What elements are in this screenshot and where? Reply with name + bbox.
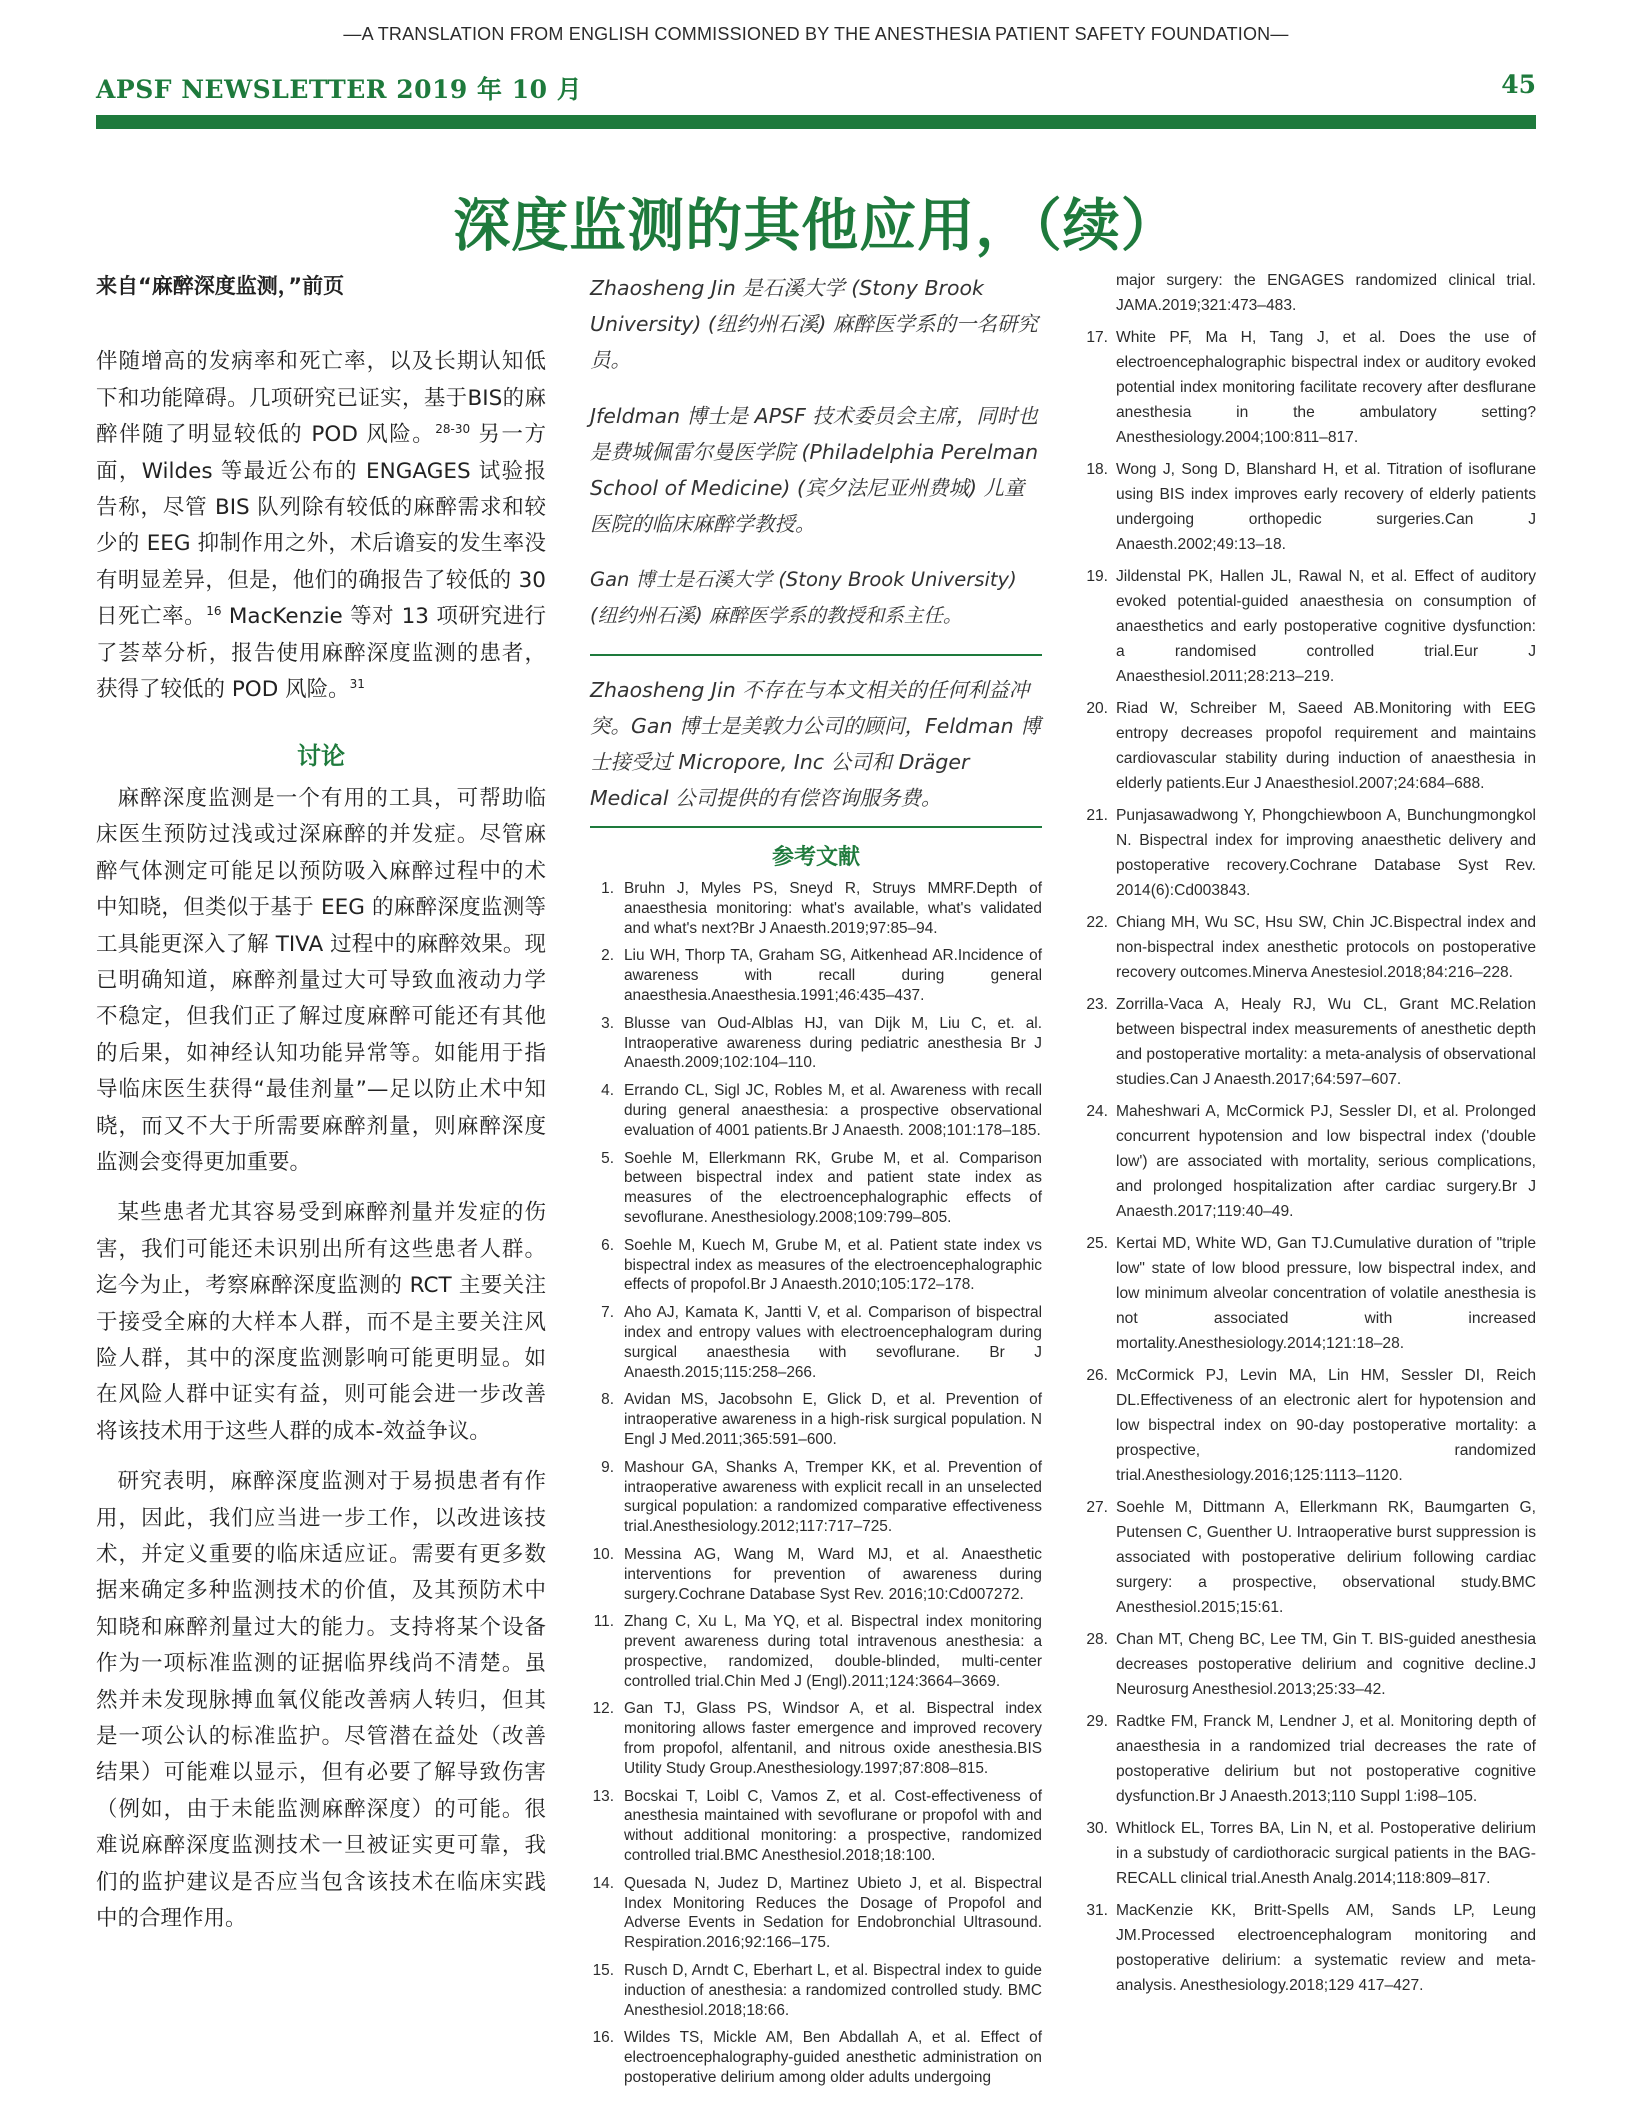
reference-text: Kertai MD, White WD, Gan TJ.Cumulative duration of "triple low" state of low blood pressure, low bispectral index, and low minimum alveolar concentration of volatile anesthesia is not associated with increased mortality.Anesthesiology.2014;121:18–28. bbox=[1116, 1235, 1536, 1352]
reference-text: Radtke FM, Franck M, Lendner J, et al. Monitoring depth of anaesthesia in a randomized trial decreases the rate of postoperative delirium but not postoperative cognitive dysfunction.Br J Anaesth.2013;110 Suppl 1:i98–105. bbox=[1116, 1713, 1536, 1805]
paragraph-3: 某些患者尤其容易受到麻醉剂量并发症的伤害，我们可能还未识别出所有这些患者人群。迄今为止，考察麻醉深度监测的 RCT 主要关注于接受全麻的大样本人群，而不是主要关注风险人群，其中的深度监测影响可能更明显。如在风险人群中证实有益，则可能会进一步改善将该技术用于这些人群的成本-效益争议。 bbox=[96, 1200, 546, 1444]
reference-item bbox=[590, 879, 1042, 938]
reference-number: 28. bbox=[1086, 1631, 1108, 1648]
reference-item bbox=[590, 1458, 1042, 1537]
reference-number: 22. bbox=[1086, 914, 1108, 931]
reference-16-continued bbox=[1080, 268, 1536, 318]
reference-item bbox=[1080, 992, 1536, 1092]
author-bio-jin: Zhaosheng Jin 是石溪大学 (Stony Brook University) (纽约州石溪) 麻醉医学系的一名研究员。 bbox=[590, 276, 1038, 372]
reference-item bbox=[590, 1014, 1042, 1073]
reference-number: 19. bbox=[1086, 568, 1108, 585]
reference-item bbox=[590, 1545, 1042, 1604]
reference-number: 17. bbox=[1086, 329, 1108, 346]
reference-text: Riad W, Schreiber M, Saeed AB.Monitoring with EEG entropy decreases propofol requirement and maintains cardiovascular stability during induction of anaesthesia in elderly patients.Eur J Anaesthesiol.2007;24:684–688. bbox=[1116, 700, 1536, 792]
reference-number: 15. bbox=[592, 1962, 614, 1980]
reference-number: 5. bbox=[601, 1149, 614, 1167]
reference-text: Soehle M, Dittmann A, Ellerkmann RK, Baumgarten G, Putensen C, Guenther U. Intraoperative burst suppression is associated with postoperative delirium following cardiac surgery: a prospective, observational study.BMC Anesthesiol.2015;15:61. bbox=[1116, 1499, 1536, 1616]
reference-text: Soehle M, Ellerkmann RK, Grube M, et al. Comparison between bispectral index and patient state index as measures of the electroencephalographic effects of sevoflurane. Anesthesiology.2008;109:799–805. bbox=[624, 1149, 1042, 1226]
page-number: 45 bbox=[1501, 70, 1536, 99]
reference-item bbox=[1080, 1898, 1536, 1998]
reference-text: MacKenzie KK, Britt-Spells AM, Sands LP, Leung JM.Processed electroencephalogram monitoring and postoperative delirium: a systematic review and meta-analysis. Anesthesiology.2018;129 417–427. bbox=[1116, 1902, 1536, 1994]
reference-number: 21. bbox=[1086, 807, 1108, 824]
reference-number: 12. bbox=[592, 1700, 614, 1718]
reference-item bbox=[1080, 910, 1536, 985]
paragraph-text: 另一方面，Wildes 等最近公布的 ENGAGES 试验报告称，尽管 BIS 队列除有较低的麻醉需求和较少的 EEG 抑制作用之外，术后谵妄的发生率没有明显差异，但是，他们的确报告了较低的 30 日死亡率。 bbox=[96, 422, 546, 630]
reference-item bbox=[590, 1699, 1042, 1778]
reference-number: 14. bbox=[592, 1874, 614, 1892]
disclosure-rule-top bbox=[590, 654, 1042, 656]
citation-superscript: 31 bbox=[349, 677, 365, 692]
reference-number: 3. bbox=[601, 1014, 614, 1032]
reference-number: 8. bbox=[601, 1391, 614, 1409]
reference-text: Wong J, Song D, Blanshard H, et al. Titration of isoflurane using BIS index improves early recovery of elderly patients undergoing orthopedic surgeries.Can J Anaesth.2002;49:13–18. bbox=[1116, 461, 1536, 553]
reference-number: 16. bbox=[592, 2029, 614, 2047]
reference-number: 7. bbox=[601, 1304, 614, 1322]
reference-text: Bocskai T, Loibl C, Vamos Z, et al. Cost-effectiveness of anesthesia maintained with sevoflurane or propofol with and without additional monitoring: a prospective, randomized controlled trial.BMC Anesthesiol.2018;18:100. bbox=[624, 1787, 1042, 1865]
reference-text: Whitlock EL, Torres BA, Lin N, et al. Postoperative delirium in a substudy of cardiothoracic surgical patients in the BAG-RECALL clinical trial.Anesth Analg.2014;118:809–817. bbox=[1116, 1820, 1536, 1887]
reference-number: 24. bbox=[1086, 1103, 1108, 1120]
author-bio-gan: Gan 博士是石溪大学 (Stony Brook University) (纽约州石溪) 麻醉医学系的教授和系主任。 bbox=[590, 568, 1017, 627]
reference-text: Errando CL, Sigl JC, Robles M, et al. Awareness with recall during general anaesthesia: a prospective observational evaluation of 4001 patients.Br J Anaesth. 2008;101:178–185. bbox=[624, 1082, 1042, 1139]
reference-item bbox=[590, 1787, 1042, 1866]
reference-text: Jildenstal PK, Hallen JL, Rawal N, et al. Effect of auditory evoked potential-guided anaesthesia on consumption of anaesthetics and early postoperative cognitive dysfunction: a randomised controlled trial.Eur J Anaesthesiol.2011;28:213–219. bbox=[1116, 568, 1536, 685]
paragraph-2: 麻醉深度监测是一个有用的工具，可帮助临床医生预防过浅或过深麻醉的并发症。尽管麻醉气体测定可能足以预防吸入麻醉过程中的术中知晓，但类似于基于 EEG 的麻醉深度监测等工具能更深入了解 TIVA 过程中的麻醉效果。现已明确知道，麻醉剂量过大可导致血液动力学不稳定，但我们正了解过度麻醉可能还有其他的后果，如神经认知功能异常等。如能用于指导临床医生获得“最佳剂量”—足以防止术中知晓，而又不大于所需要麻醉剂量，则麻醉深度监测会变得更加重要。 bbox=[96, 785, 546, 1175]
reference-item bbox=[1080, 1363, 1536, 1488]
newsletter-masthead: APSF NEWSLETTER 2019 年 10 月 bbox=[96, 75, 583, 104]
reference-item bbox=[1080, 696, 1536, 796]
reference-number: 29. bbox=[1086, 1713, 1108, 1730]
reference-text: Mashour GA, Shanks A, Tremper KK, et al. Prevention of intraoperative awareness with explicit recall in an unselected surgical population: a randomized comparative effectiveness trial.Anesthesiology.2012;117:717–725. bbox=[624, 1458, 1042, 1536]
paragraph-text: 伴随增高的发病率和死亡率，以及长期认知低下和功能障碍。几项研究已证实，基于BIS的麻醉伴随了明显较低的 POD 风险。 bbox=[96, 349, 546, 448]
reference-text: Avidan MS, Jacobsohn E, Glick D, et al. Prevention of intraoperative awareness in a high-risk surgical population. N Engl J Med.2011;365:591–600. bbox=[624, 1391, 1042, 1448]
reference-text: Messina AG, Wang M, Ward MJ, et al. Anaesthetic interventions for prevention of awareness during surgery.Cochrane Database Syst Rev. 2016;10:Cd007272. bbox=[624, 1545, 1042, 1603]
reference-item bbox=[590, 1961, 1042, 2020]
reference-item bbox=[590, 1303, 1042, 1382]
discussion-heading: 讨论 bbox=[297, 742, 345, 771]
reference-text: Quesada N, Judez D, Martinez Ubieto J, et al. Bispectral Index Monitoring Reduces the Dosage of Propofol and Adverse Events in Sedation for Endobronchial Ultrasound. Respiration.2016;92:166–175. bbox=[624, 1874, 1042, 1952]
reference-item bbox=[590, 1612, 1042, 1691]
reference-text: major surgery: the ENGAGES randomized clinical trial. JAMA.2019;321:473–483. bbox=[1116, 272, 1536, 314]
reference-item bbox=[1080, 803, 1536, 903]
column-3 bbox=[1080, 268, 1536, 2005]
reference-text: White PF, Ma H, Tang J, et al. Does the use of electroencephalographic bispectral index or auditory evoked potential index monitoring facilitate recovery after desflurane anesthesia in the ambulatory setting?Anesthesiology.2004;100:811–817. bbox=[1116, 329, 1536, 446]
reference-text: Chan MT, Cheng BC, Lee TM, Gin T. BIS-guided anesthesia decreases postoperative delirium and cognitive decline.J Neurosurg Anesthesiol.2013;25:33–42. bbox=[1116, 1631, 1536, 1698]
citation-superscript: 28-30 bbox=[435, 422, 471, 437]
reference-item bbox=[1080, 1709, 1536, 1809]
reference-item bbox=[1080, 564, 1536, 689]
article-title: 深度监测的其他应用，（续） bbox=[453, 193, 1179, 259]
reference-item bbox=[1080, 1099, 1536, 1224]
reference-text: Punjasawadwong Y, Phongchiewboon A, Bunchungmongkol N. Bispectral index for improving anaesthetic delivery and postoperative recovery.Cochrane Database Syst Rev. 2014(6):Cd003843. bbox=[1116, 807, 1536, 899]
reference-number: 27. bbox=[1086, 1499, 1108, 1516]
references-list-2 bbox=[1080, 325, 1536, 1998]
reference-item bbox=[590, 1874, 1042, 1953]
disclosure-statement: Zhaosheng Jin 不存在与本文相关的任何利益冲突。Gan 博士是美敦力公司的顾问，Feldman 博士接受过 Micropore, Inc 公司和 Dräger Medical 公司提供的有偿咨询服务费。 bbox=[590, 678, 1041, 810]
reference-number: 2. bbox=[601, 947, 614, 965]
reference-text: Bruhn J, Myles PS, Sneyd R, Struys MMRF.Depth of anaesthesia monitoring: what's available, what's validated and what's next?Br J Anaesth.2019;97:85–94. bbox=[624, 880, 1042, 937]
reference-number: 26. bbox=[1086, 1367, 1108, 1384]
reference-item bbox=[1080, 1816, 1536, 1891]
reference-text: Chiang MH, Wu SC, Hsu SW, Chin JC.Bispectral index and non-bispectral index anesthetic protocols on postoperative recovery outcomes.Minerva Anestesiol.2018;84:216–228. bbox=[1116, 914, 1536, 981]
reference-item bbox=[590, 1390, 1042, 1449]
reference-item bbox=[590, 1081, 1042, 1140]
reference-number: 4. bbox=[601, 1082, 614, 1100]
reference-text: Liu WH, Thorp TA, Graham SG, Aitkenhead AR.Incidence of awareness with recall during general anaesthesia.Anaesthesia.1991;46:435–437. bbox=[624, 947, 1042, 1004]
reference-number: 9. bbox=[601, 1458, 614, 1476]
paragraph-1 bbox=[96, 344, 546, 708]
reference-item bbox=[1080, 1231, 1536, 1356]
reference-number: 30. bbox=[1086, 1820, 1108, 1837]
reference-number: 25. bbox=[1086, 1235, 1108, 1252]
reference-text: Blusse van Oud-Alblas HJ, van Dijk M, Liu C, et. al. Intraoperative awareness during pediatric anesthesia Br J Anaesth.2009;102:104–110. bbox=[624, 1014, 1042, 1072]
reference-text: McCormick PJ, Levin MA, Lin HM, Sessler DI, Reich DL.Effectiveness of an electronic alert for hypotension and low bispectral index on 90-day postoperative mortality: a prospective, randomized trial.Anesthesiology.2016;125:1113–1120. bbox=[1116, 1367, 1536, 1484]
reference-text: Aho AJ, Kamata K, Jantti V, et al. Comparison of bispectral index and entropy values with electroencephalogram during surgical anaesthesia with sevoflurane. Br J Anaesth.2015;115:258–266. bbox=[624, 1304, 1042, 1381]
reference-item bbox=[590, 1149, 1042, 1228]
reference-number: 23. bbox=[1086, 996, 1108, 1013]
disclosure-rule-bottom bbox=[590, 826, 1042, 828]
paragraph-4: 研究表明，麻醉深度监测对于易损患者有作用，因此，我们应当进一步工作，以改进该技术，并定义重要的临床适应证。需要有更多数据来确定多种监测技术的价值，及其预防术中知晓和麻醉剂量过大的能力。支持将某个设备作为一项标准监测的证据临界线尚不清楚。虽然并未发现脉搏血氧仪能改善病人转归，但其是一项公认的标准监护。尽管潜在益处（改善结果）可能难以显示，但有必要了解导致伤害（例如，由于未能监测麻醉深度）的可能。很难说麻醉深度监测技术一旦被证实更可靠，我们的监护建议是否应当包含该技术在临床实践中的合理作用。 bbox=[96, 1469, 546, 1932]
reference-number: 13. bbox=[592, 1787, 614, 1805]
reference-item bbox=[1080, 1495, 1536, 1620]
references-list-1 bbox=[590, 879, 1042, 2088]
citation-superscript: 16 bbox=[206, 604, 222, 619]
column-1 bbox=[96, 268, 546, 1937]
references-heading: 参考文献 bbox=[771, 845, 860, 870]
reference-text: Wildes TS, Mickle AM, Ben Abdallah A, et al. Effect of electroencephalography-guided anesthetic administration on postoperative delirium among older adults undergoing bbox=[624, 2029, 1042, 2087]
reference-text: Zorrilla-Vaca A, Healy RJ, Wu CL, Grant MC.Relation between bispectral index measurements of anesthetic depth and postoperative mortality: a meta-analysis of observational studies.Can J Anaesth.2017;64:597–607. bbox=[1116, 996, 1536, 1088]
paragraph-text: MacKenzie 等对 13 项研究进行了荟萃分析，报告使用麻醉深度监测的患者，获得了较低的 POD 风险。 bbox=[96, 604, 546, 703]
continued-from-label: 来自“麻醉深度监测，”前页 bbox=[96, 274, 345, 298]
translation-banner: —A TRANSLATION FROM ENGLISH COMMISSIONED BY THE ANESTHESIA PATIENT SAFETY FOUNDATION— bbox=[343, 24, 1289, 44]
reference-number: 1. bbox=[601, 880, 614, 897]
reference-number: 6. bbox=[601, 1236, 614, 1254]
reference-text: Soehle M, Kuech M, Grube M, et al. Patient state index vs bispectral index as measures of the electroencephalographic effects of propofol.Br J Anaesth.2010;105:172–178. bbox=[624, 1236, 1042, 1294]
reference-number: 18. bbox=[1086, 461, 1108, 478]
reference-number: 20. bbox=[1086, 700, 1108, 717]
reference-text: Gan TJ, Glass PS, Windsor A, et al. Bispectral index monitoring allows faster emergence and improved recovery from propofol, alfentanil, and nitrous oxide anesthesia.BIS Utility Study Group.Anesthesiology.1997;87:808–815. bbox=[624, 1700, 1042, 1777]
reference-number: 31. bbox=[1086, 1902, 1108, 1919]
reference-item bbox=[590, 1236, 1042, 1295]
reference-text: Zhang C, Xu L, Ma YQ, et al. Bispectral index monitoring prevent awareness during total intravenous anesthesia: a prospective, randomized, double-blinded, multi-center controlled trial.Chin Med J (Engl).2011;124:3664–3669. bbox=[624, 1613, 1042, 1690]
reference-number: 10. bbox=[592, 1545, 614, 1563]
reference-text: Rusch D, Arndt C, Eberhart L, et al. Bispectral index to guide induction of anesthesia: a randomized controlled study. BMC Anesthesiol.2018;18:66. bbox=[624, 1962, 1042, 2019]
reference-item bbox=[590, 946, 1042, 1005]
reference-item bbox=[590, 2028, 1042, 2087]
header-rule bbox=[96, 115, 1536, 129]
author-bio-feldman: Jfeldman 博士是 APSF 技术委员会主席，同时也是费城佩雷尔曼医学院 (Philadelphia Perelman School of Medicine) (宾夕法尼亚州费城) 儿童医院的临床麻醉学教授。 bbox=[590, 404, 1039, 536]
column-2 bbox=[590, 270, 1042, 2096]
reference-item bbox=[1080, 325, 1536, 450]
reference-item bbox=[1080, 457, 1536, 557]
reference-item bbox=[1080, 1627, 1536, 1702]
reference-text: Maheshwari A, McCormick PJ, Sessler DI, et al. Prolonged concurrent hypotension and low bispectral index ('double low') are associated with mortality, serious complications, and prolonged hospitalization after cardiac surgery.Br J Anaesth.2017;119:40–49. bbox=[1116, 1103, 1536, 1220]
reference-number: 11. bbox=[593, 1613, 614, 1631]
